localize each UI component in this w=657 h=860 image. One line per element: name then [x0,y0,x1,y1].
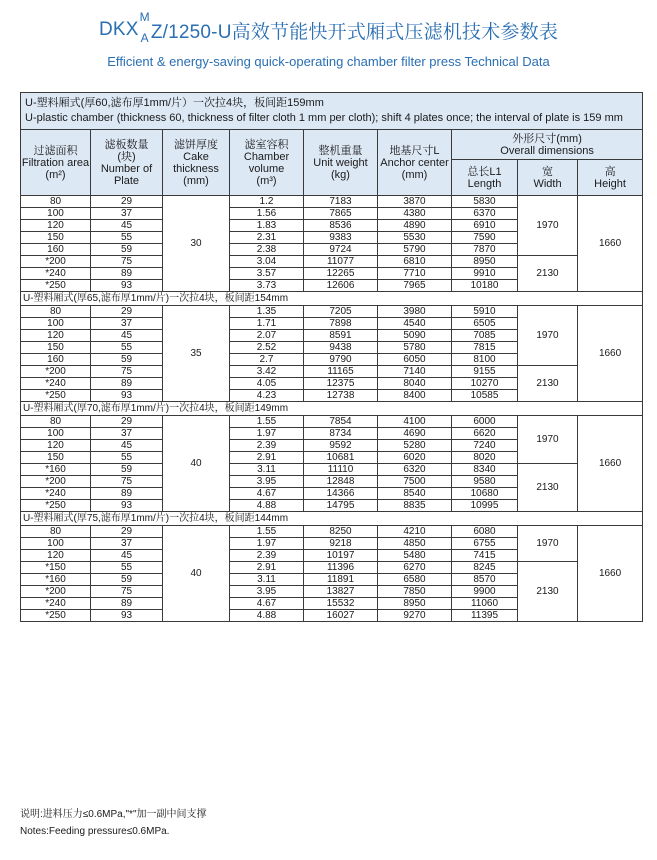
cell-volume: 2.07 [230,330,304,342]
cell-weight: 11891 [304,574,378,586]
cell-area: *240 [21,378,91,390]
model-sub: A [140,31,149,45]
cell-height: 1660 [578,306,643,402]
cell-area: *240 [21,598,91,610]
cell-weight: 7854 [304,416,378,428]
cell-area: *160 [21,464,91,476]
cell-weight: 14366 [304,488,378,500]
cell-anchor: 8950 [378,598,452,610]
cell-width: 2130 [518,464,578,512]
cell-volume: 1.97 [230,538,304,550]
cell-anchor: 3980 [378,306,452,318]
cell-cake: 30 [163,196,230,292]
cell-anchor: 8540 [378,488,452,500]
cell-length: 8340 [452,464,518,476]
cell-anchor: 8400 [378,390,452,402]
cell-plates: 29 [91,526,163,538]
section-label-row [21,512,643,526]
cell-anchor: 4850 [378,538,452,550]
cell-area: 120 [21,550,91,562]
cell-volume: 1.35 [230,306,304,318]
cell-length: 6505 [452,318,518,330]
cell-length: 5830 [452,196,518,208]
spec-table-body [21,196,643,622]
cell-area: 160 [21,354,91,366]
cell-volume: 3.95 [230,586,304,598]
cell-plates: 55 [91,452,163,464]
cell-area: 100 [21,538,91,550]
header-cake: 滤饼厚度 Cake thickness (mm) [163,130,230,196]
cell-volume: 3.57 [230,268,304,280]
cell-volume: 2.39 [230,550,304,562]
cell-weight: 12606 [304,280,378,292]
cell-width: 2130 [518,366,578,402]
cell-anchor: 5090 [378,330,452,342]
cell-volume: 3.42 [230,366,304,378]
cell-volume: 1.55 [230,526,304,538]
cell-area: *240 [21,488,91,500]
cell-plates: 93 [91,500,163,512]
cell-plates: 75 [91,476,163,488]
cell-anchor: 7850 [378,586,452,598]
table-row [21,464,643,476]
cell-weight: 12848 [304,476,378,488]
cell-anchor: 5530 [378,232,452,244]
cell-anchor: 4540 [378,318,452,330]
cell-anchor: 8835 [378,500,452,512]
cell-plates: 45 [91,330,163,342]
cell-volume: 4.23 [230,390,304,402]
cell-area: 100 [21,428,91,440]
model-variant-stack [139,10,150,45]
header-dimensions: 外形尺寸(mm) Overall dimensions [452,130,643,160]
cell-height: 1660 [578,196,643,292]
header-area: 过滤面积 Filtration area (m²) [21,130,91,196]
cell-weight: 12265 [304,268,378,280]
cell-plates: 59 [91,354,163,366]
table-row [21,256,643,268]
cell-area: 160 [21,244,91,256]
cell-anchor: 8040 [378,378,452,390]
table-row [21,562,643,574]
cell-length: 8100 [452,354,518,366]
cell-weight: 11110 [304,464,378,476]
cell-length: 9155 [452,366,518,378]
cell-weight: 9383 [304,232,378,244]
cell-plates: 93 [91,280,163,292]
cell-anchor: 6270 [378,562,452,574]
cell-volume: 3.73 [230,280,304,292]
cell-area: 80 [21,306,91,318]
cell-anchor: 3870 [378,196,452,208]
header-plates: 滤板数量 (块) Number of Plate [91,130,163,196]
intro-zh: U-塑料厢式(厚60,滤布厚1mm/片）一次拉4块，板间距159mm [25,97,324,109]
cell-weight: 8250 [304,526,378,538]
cell-plates: 29 [91,416,163,428]
cell-volume: 2.39 [230,440,304,452]
model-suffix: Z/1250-U高效节能快开式厢式压滤机技术参数表 [150,21,559,43]
cell-anchor: 9270 [378,610,452,622]
section-label: U-塑料厢式(厚70,滤布厚1mm/片)一次拉4块，板间距149mm [21,402,643,416]
cell-area: *250 [21,500,91,512]
cell-plates: 55 [91,232,163,244]
cell-length: 10180 [452,280,518,292]
cell-weight: 9592 [304,440,378,452]
cell-anchor: 6810 [378,256,452,268]
cell-length: 10585 [452,390,518,402]
cell-volume: 1.97 [230,428,304,440]
cell-area: 150 [21,342,91,354]
cell-anchor: 6320 [378,464,452,476]
cell-height: 1660 [578,416,643,512]
cell-weight: 11077 [304,256,378,268]
cell-plates: 59 [91,574,163,586]
cell-area: 120 [21,330,91,342]
cell-plates: 37 [91,538,163,550]
cell-plates: 75 [91,586,163,598]
cell-cake: 40 [163,526,230,622]
cell-volume: 4.88 [230,500,304,512]
cell-length: 10995 [452,500,518,512]
cell-length: 8020 [452,452,518,464]
cell-length: 7085 [452,330,518,342]
cell-area: *250 [21,390,91,402]
cell-length: 7415 [452,550,518,562]
cell-plates: 75 [91,256,163,268]
cell-area: *200 [21,476,91,488]
cell-volume: 3.11 [230,574,304,586]
cell-plates: 29 [91,306,163,318]
header-height: 高 Height [578,160,643,196]
cell-anchor: 6020 [378,452,452,464]
cell-length: 8950 [452,256,518,268]
cell-width: 1970 [518,306,578,366]
cell-length: 9900 [452,586,518,598]
cell-plates: 55 [91,562,163,574]
cell-area: 120 [21,440,91,452]
cell-length: 10680 [452,488,518,500]
cell-weight: 10197 [304,550,378,562]
cell-area: 100 [21,208,91,220]
section-label: U-塑料厢式(厚75,滤布厚1mm/片)一次拉4块，板间距144mm [21,512,643,526]
section-label-row [21,402,643,416]
cell-plates: 89 [91,268,163,280]
cell-volume: 2.7 [230,354,304,366]
cell-volume: 2.91 [230,562,304,574]
cell-weight: 7865 [304,208,378,220]
note-en: Notes:Feeding pressure≤0.6MPa. [20,826,170,837]
cell-weight: 7205 [304,306,378,318]
cell-weight: 11165 [304,366,378,378]
cell-weight: 11396 [304,562,378,574]
cell-length: 9580 [452,476,518,488]
cell-anchor: 7710 [378,268,452,280]
cell-volume: 4.67 [230,488,304,500]
cell-width: 1970 [518,526,578,562]
cell-area: *160 [21,574,91,586]
table-row [21,196,643,208]
cell-volume: 2.52 [230,342,304,354]
cell-volume: 3.04 [230,256,304,268]
cell-length: 7815 [452,342,518,354]
spec-table [20,92,643,622]
cell-anchor: 4100 [378,416,452,428]
cell-area: *250 [21,280,91,292]
cell-volume: 4.88 [230,610,304,622]
section-label-row [21,292,643,306]
cell-weight: 10681 [304,452,378,464]
cell-length: 10270 [452,378,518,390]
cell-plates: 89 [91,378,163,390]
cell-plates: 45 [91,550,163,562]
intro-en: U-plastic chamber (thickness 60, thickness of filter cloth 1 mm per cloth); shift 4 plates once; the interval of plate is 159 mm [25,112,623,124]
cell-weight: 14795 [304,500,378,512]
cell-width: 2130 [518,562,578,622]
cell-area: 80 [21,526,91,538]
cell-volume: 1.2 [230,196,304,208]
cell-length: 6000 [452,416,518,428]
cell-length: 5910 [452,306,518,318]
cell-length: 11395 [452,610,518,622]
cell-plates: 93 [91,390,163,402]
cell-weight: 12738 [304,390,378,402]
cell-weight: 16027 [304,610,378,622]
cell-volume: 1.83 [230,220,304,232]
cell-length: 6755 [452,538,518,550]
model-prefix: DKX [98,19,139,40]
cell-anchor: 7965 [378,280,452,292]
cell-plates: 45 [91,220,163,232]
cell-area: 100 [21,318,91,330]
cell-plates: 55 [91,342,163,354]
cell-area: 80 [21,416,91,428]
cell-anchor: 5480 [378,550,452,562]
cell-volume: 1.55 [230,416,304,428]
cell-weight: 9438 [304,342,378,354]
cell-area: 150 [21,232,91,244]
cell-length: 6080 [452,526,518,538]
cell-anchor: 5780 [378,342,452,354]
cell-anchor: 5280 [378,440,452,452]
cell-height: 1660 [578,526,643,622]
cell-length: 7240 [452,440,518,452]
cell-cake: 35 [163,306,230,402]
cell-weight: 13827 [304,586,378,598]
notes [20,806,207,840]
cell-volume: 4.05 [230,378,304,390]
cell-area: 120 [21,220,91,232]
cell-volume: 1.71 [230,318,304,330]
cell-anchor: 4210 [378,526,452,538]
page-title [0,8,657,52]
cell-weight: 15532 [304,598,378,610]
cell-plates: 37 [91,428,163,440]
table-row [21,306,643,318]
page-subtitle: Efficient & energy-saving quick-operating chamber filter press Technical Data [107,54,550,69]
cell-cake: 40 [163,416,230,512]
cell-area: *150 [21,562,91,574]
cell-anchor: 5790 [378,244,452,256]
header-length: 总长L1 Length [452,160,518,196]
cell-volume: 4.67 [230,598,304,610]
cell-weight: 8536 [304,220,378,232]
cell-area: *200 [21,366,91,378]
cell-weight: 12375 [304,378,378,390]
cell-weight: 8591 [304,330,378,342]
cell-anchor: 4690 [378,428,452,440]
cell-anchor: 7140 [378,366,452,378]
title-block [0,8,657,69]
cell-length: 11060 [452,598,518,610]
cell-volume: 3.11 [230,464,304,476]
cell-width: 2130 [518,256,578,292]
cell-anchor: 6580 [378,574,452,586]
cell-plates: 89 [91,488,163,500]
cell-length: 8245 [452,562,518,574]
cell-volume: 2.31 [230,232,304,244]
header-width: 宽 Width [518,160,578,196]
cell-length: 8570 [452,574,518,586]
model-sup: M [139,10,150,24]
intro-cell [21,93,643,130]
cell-plates: 59 [91,244,163,256]
cell-anchor: 7500 [378,476,452,488]
note-zh: 说明:进料压力≤0.6MPa,"*"加一副中间支撑 [20,809,207,820]
cell-length: 7590 [452,232,518,244]
cell-weight: 8734 [304,428,378,440]
cell-plates: 93 [91,610,163,622]
cell-length: 9910 [452,268,518,280]
cell-anchor: 6050 [378,354,452,366]
header-weight: 整机重量 Unit weight (kg) [304,130,378,196]
cell-length: 6910 [452,220,518,232]
cell-area: *240 [21,268,91,280]
header-anchor: 地基尺寸L Anchor center (mm) [378,130,452,196]
cell-plates: 29 [91,196,163,208]
cell-length: 6370 [452,208,518,220]
header-volume: 滤室容积 Chamber volume (m³) [230,130,304,196]
table-row [21,366,643,378]
cell-area: 80 [21,196,91,208]
cell-plates: 37 [91,318,163,330]
cell-width: 1970 [518,196,578,256]
cell-anchor: 4380 [378,208,452,220]
cell-plates: 59 [91,464,163,476]
cell-length: 7870 [452,244,518,256]
cell-length: 6620 [452,428,518,440]
cell-plates: 45 [91,440,163,452]
cell-weight: 7898 [304,318,378,330]
cell-volume: 3.95 [230,476,304,488]
cell-weight: 7183 [304,196,378,208]
cell-area: *200 [21,256,91,268]
cell-plates: 37 [91,208,163,220]
cell-volume: 2.91 [230,452,304,464]
cell-weight: 9790 [304,354,378,366]
cell-area: 150 [21,452,91,464]
cell-volume: 2.38 [230,244,304,256]
cell-plates: 75 [91,366,163,378]
cell-anchor: 4890 [378,220,452,232]
cell-volume: 1.56 [230,208,304,220]
cell-area: *250 [21,610,91,622]
section-label: U-塑料厢式(厚65,滤布厚1mm/片)一次拉4块，板间距154mm [21,292,643,306]
cell-width: 1970 [518,416,578,464]
table-row [21,526,643,538]
table-row [21,416,643,428]
cell-area: *200 [21,586,91,598]
cell-plates: 89 [91,598,163,610]
cell-weight: 9724 [304,244,378,256]
cell-weight: 9218 [304,538,378,550]
